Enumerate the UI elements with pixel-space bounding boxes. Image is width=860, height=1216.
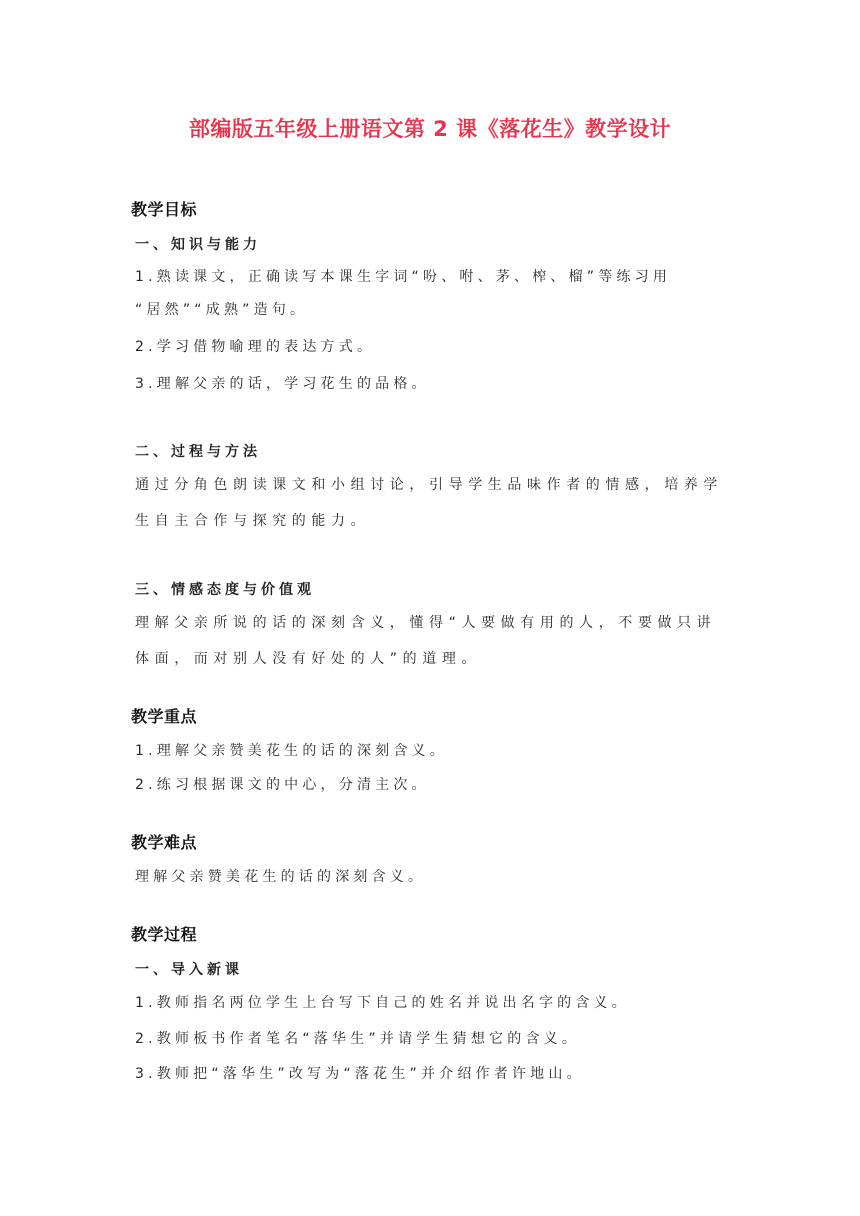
key-point-line-1: 1.理解父亲赞美花生的话的深刻含义。 bbox=[135, 743, 448, 759]
section-heading-key-points: 教学重点 bbox=[131, 707, 198, 726]
key-point-line-2: 2.练习根据课文的中心，分清主次。 bbox=[135, 777, 430, 793]
knowledge-line-2: “居然”“成熟”造句。 bbox=[135, 302, 309, 318]
subsection-emotion-values: 三、情感态度与价值观 bbox=[135, 582, 315, 598]
subsection-process-method: 二、过程与方法 bbox=[135, 444, 261, 460]
knowledge-line-1: 1.熟读课文，正确读写本课生字词“吩、咐、茅、榨、榴”等练习用 bbox=[135, 269, 672, 285]
knowledge-line-4: 3.理解父亲的话，学习花生的品格。 bbox=[135, 376, 430, 392]
section-heading-difficulties: 教学难点 bbox=[131, 833, 198, 852]
subsection-intro: 一、导入新课 bbox=[135, 962, 243, 978]
difficulty-line-1: 理解父亲赞美花生的话的深刻含义。 bbox=[135, 869, 427, 885]
attitude-line-2: 体面，而对别人没有好处的人”的道理。 bbox=[135, 651, 482, 667]
process-line-2: 生自主合作与探究的能力。 bbox=[135, 513, 371, 529]
knowledge-line-3: 2.学习借物喻理的表达方式。 bbox=[135, 339, 376, 355]
intro-line-2: 2.教师板书作者笔名“落华生”并请学生猜想它的含义。 bbox=[135, 1031, 581, 1047]
section-heading-procedure: 教学过程 bbox=[131, 925, 198, 944]
attitude-line-1: 理解父亲所说的话的深刻含义，懂得“人要做有用的人，不要做只讲 bbox=[135, 615, 717, 631]
process-line-1: 通过分角色朗读课文和小组讨论，引导学生品味作者的情感，培养学 bbox=[135, 477, 723, 493]
document-title: 部编版五年级上册语文第 2 课《落花生》教学设计 bbox=[188, 117, 672, 141]
subsection-knowledge-ability: 一、知识与能力 bbox=[135, 237, 261, 253]
section-heading-goals: 教学目标 bbox=[131, 200, 198, 219]
intro-line-3: 3.教师把“落华生”改写为“落花生”并介绍作者许地山。 bbox=[135, 1066, 585, 1082]
intro-line-1: 1.教师指名两位学生上台写下自己的姓名并说出名字的含义。 bbox=[135, 995, 630, 1011]
